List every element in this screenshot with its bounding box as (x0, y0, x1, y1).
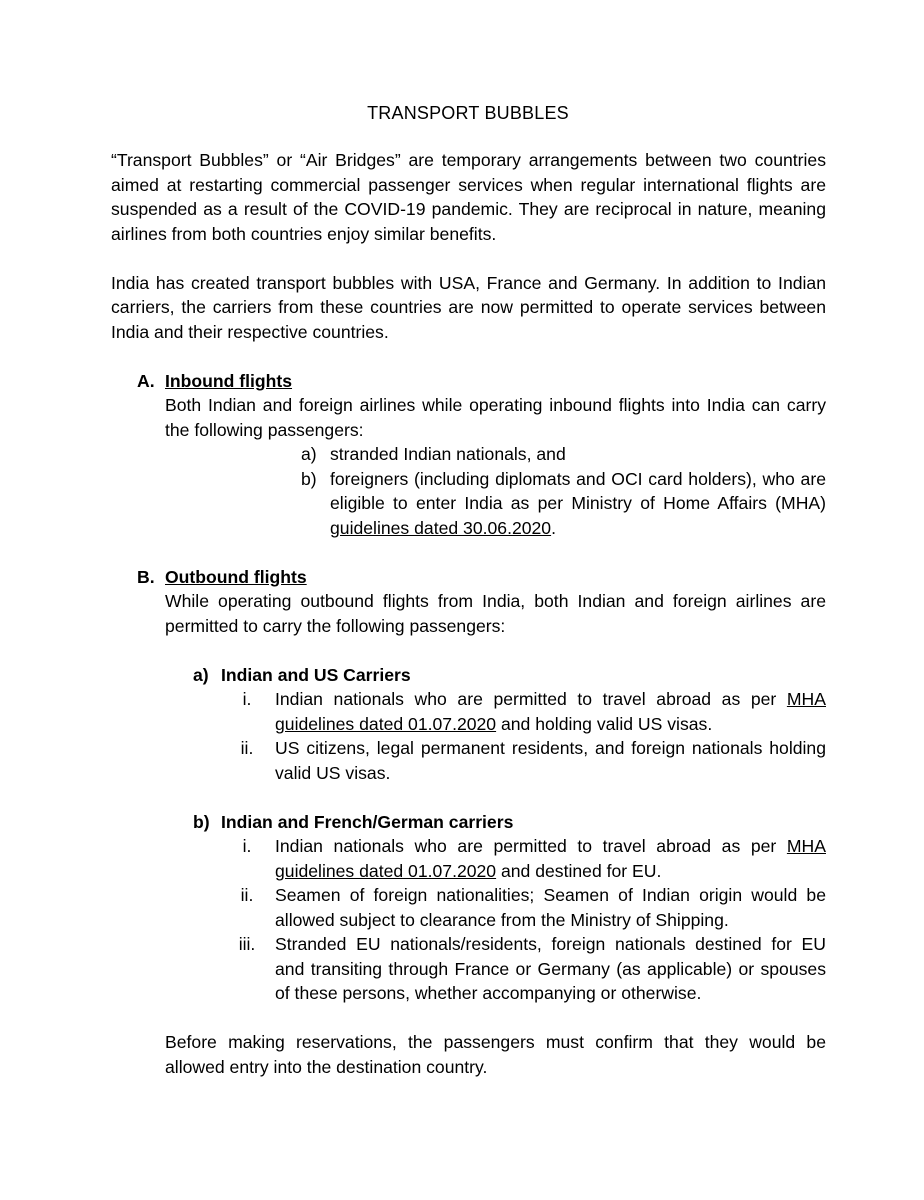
list-item (242, 687, 826, 736)
section-inbound (111, 369, 826, 541)
document-title: TRANSPORT BUBBLES (367, 103, 569, 123)
subsection-title: Indian and French/German carriers (221, 811, 514, 832)
guideline-reference: MHA guidelines dated 01.07.2020 (275, 836, 826, 881)
list-marker: ii. (240, 738, 254, 758)
list-marker: iii. (238, 934, 256, 954)
list-marker: a) (301, 444, 317, 464)
section-heading: Outbound flights (165, 566, 307, 587)
list-item (238, 932, 826, 1006)
list-item-text: Stranded EU nationals/residents, foreign nationals destined for EU and transiting through France or Germany (as applicable) or spouses of these persons, whether accompanying or otherwise. (275, 934, 826, 1003)
list-marker: i. (242, 689, 252, 709)
document-body (111, 148, 826, 1079)
section-letter: A. (137, 370, 155, 391)
section-intro: While operating outbound flights from India, both Indian and foreign airlines are permitted to carry the following passengers: (165, 591, 826, 636)
list-item-suffix: . (551, 517, 556, 538)
list-item (275, 442, 826, 467)
intro-paragraph: “Transport Bubbles” or “Air Bridges” are temporary arrangements between two countries aimed at restarting commercial passenger services when regular international flights are suspended as a result of the COVID-19 pandemic. They are reciprocal in nature, meaning airlines from both countries enjoy similar benefits. (111, 150, 826, 244)
list-item-text: Indian nationals who are permitted to travel abroad as per (275, 836, 787, 856)
guideline-reference: guidelines dated 30.06.2020 (330, 517, 552, 538)
list-item (240, 883, 826, 932)
list-item (242, 834, 826, 883)
list-marker: b) (301, 468, 317, 489)
subsection-marker: a) (193, 664, 209, 685)
list-item-text: Indian nationals who are permitted to travel abroad as per (275, 689, 787, 709)
list-item-suffix: and destined for EU. (496, 860, 662, 881)
list-item-text: US citizens, legal permanent residents, and foreign nationals holding valid US visas. (275, 738, 826, 783)
passenger-list (238, 834, 826, 1006)
subsection-french-german-carriers (193, 810, 826, 1006)
subsection-title: Indian and US Carriers (221, 664, 411, 685)
section-letter: B. (137, 566, 155, 587)
subsection-marker: b) (193, 811, 210, 832)
list-marker: i. (242, 836, 252, 856)
guideline-reference: MHA guidelines dated 01.07.2020 (275, 689, 826, 734)
list-item-text: Seamen of foreign nationalities; Seamen of Indian origin would be allowed subject to clearance from the Ministry of Shipping. (275, 885, 826, 930)
section-intro: Both Indian and foreign airlines while operating inbound flights into India can carry the following passengers: (165, 395, 826, 440)
passenger-list (275, 442, 826, 540)
subsection-heading (193, 810, 826, 835)
countries-paragraph: India has created transport bubbles with USA, France and Germany. In addition to Indian carriers, the carriers from these countries are now permitted to operate services between India and their respective countries. (111, 272, 826, 342)
passenger-list (240, 687, 826, 785)
list-marker: ii. (240, 885, 254, 905)
subsection-heading (193, 663, 826, 688)
section-heading: Inbound flights (165, 370, 293, 391)
list-item-text: stranded Indian nationals, and (330, 444, 566, 464)
subsection-us-carriers (193, 663, 826, 786)
list-item-suffix: and holding valid US visas. (496, 713, 713, 734)
list-item (240, 736, 826, 785)
closing-paragraph: Before making reservations, the passengers must confirm that they would be allowed entry into the destination country. (165, 1032, 826, 1077)
section-outbound (111, 565, 826, 1006)
list-item (275, 467, 826, 541)
list-item-text: foreigners (including diplomats and OCI card holders), who are eligible to enter India as per Ministry of Home Affairs (MHA) (330, 468, 826, 513)
